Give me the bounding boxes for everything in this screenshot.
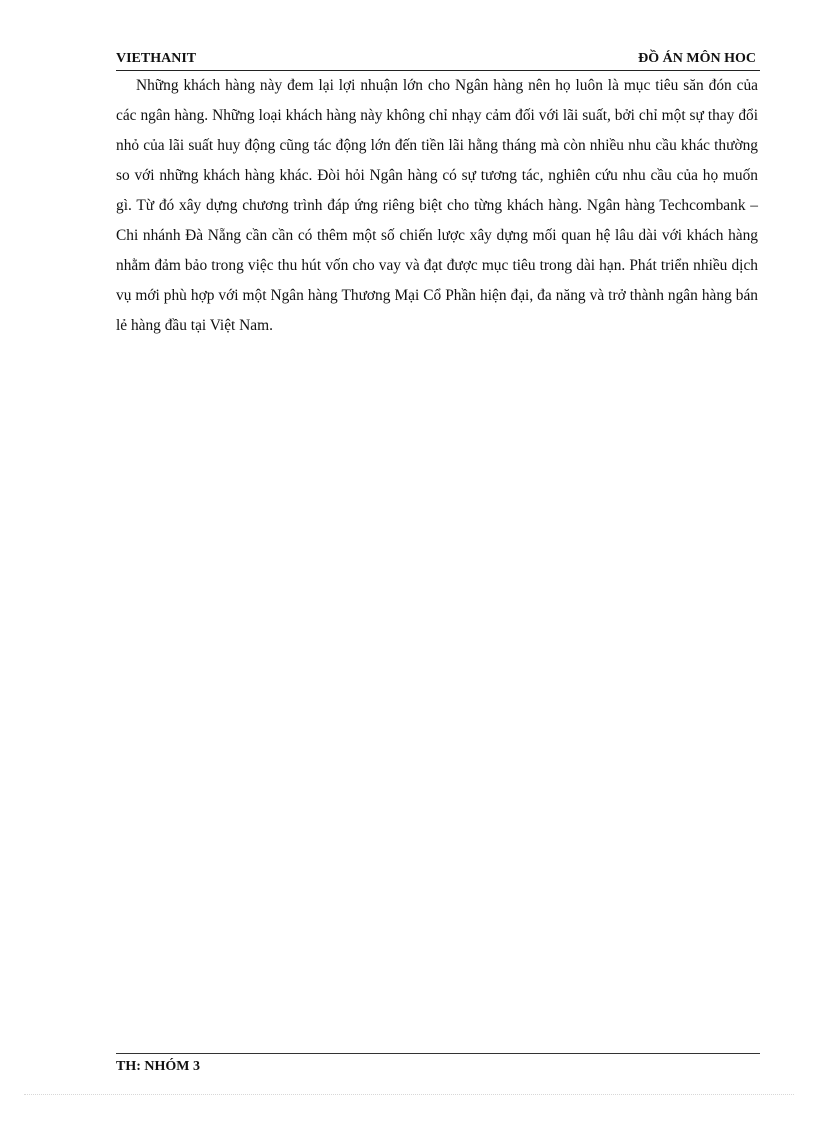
page-header	[116, 50, 760, 71]
body-paragraph: Những khách hàng này đem lại lợi nhuận lớn cho Ngân hàng nên họ luôn là mục tiêu săn đón của các ngân hàng. Những loại khách hàng này không chỉ nhạy cảm đối với lãi suất, bởi chỉ một sự thay đổi nhỏ của lãi suất huy động cũng tác động lớn đến tiền lãi hằng tháng mà còn nhiều nhu cầu khác thường so với những khách hàng khác. Đòi hỏi Ngân hàng có sự tương tác, nghiên cứu nhu cầu của họ muốn gì. Từ đó xây dựng chương trình đáp ứng riêng biệt cho từng khách hàng. Ngân hàng Techcombank – Chi nhánh Đà Nẵng cần cần có thêm một số chiến lược xây dựng mối quan hệ lâu dài với khách hàng nhằm đảm bảo trong việc thu hút vốn cho vay và đạt được mục tiêu trong dài hạn. Phát triển nhiều dịch vụ mới phù hợp với một Ngân hàng Thương Mại Cổ Phần hiện đại, đa năng và trở thành ngân hàng bán lẻ hàng đầu tại Việt Nam.	[116, 77, 758, 334]
header-organization: VIETHANIT	[116, 51, 197, 66]
header-document-type: ĐỒ ÁN MÔN HOC	[638, 51, 756, 66]
footer-divider	[116, 1053, 760, 1054]
page-bottom-edge	[24, 1094, 794, 1095]
footer-group-label: TH: NHÓM 3	[116, 1059, 200, 1074]
